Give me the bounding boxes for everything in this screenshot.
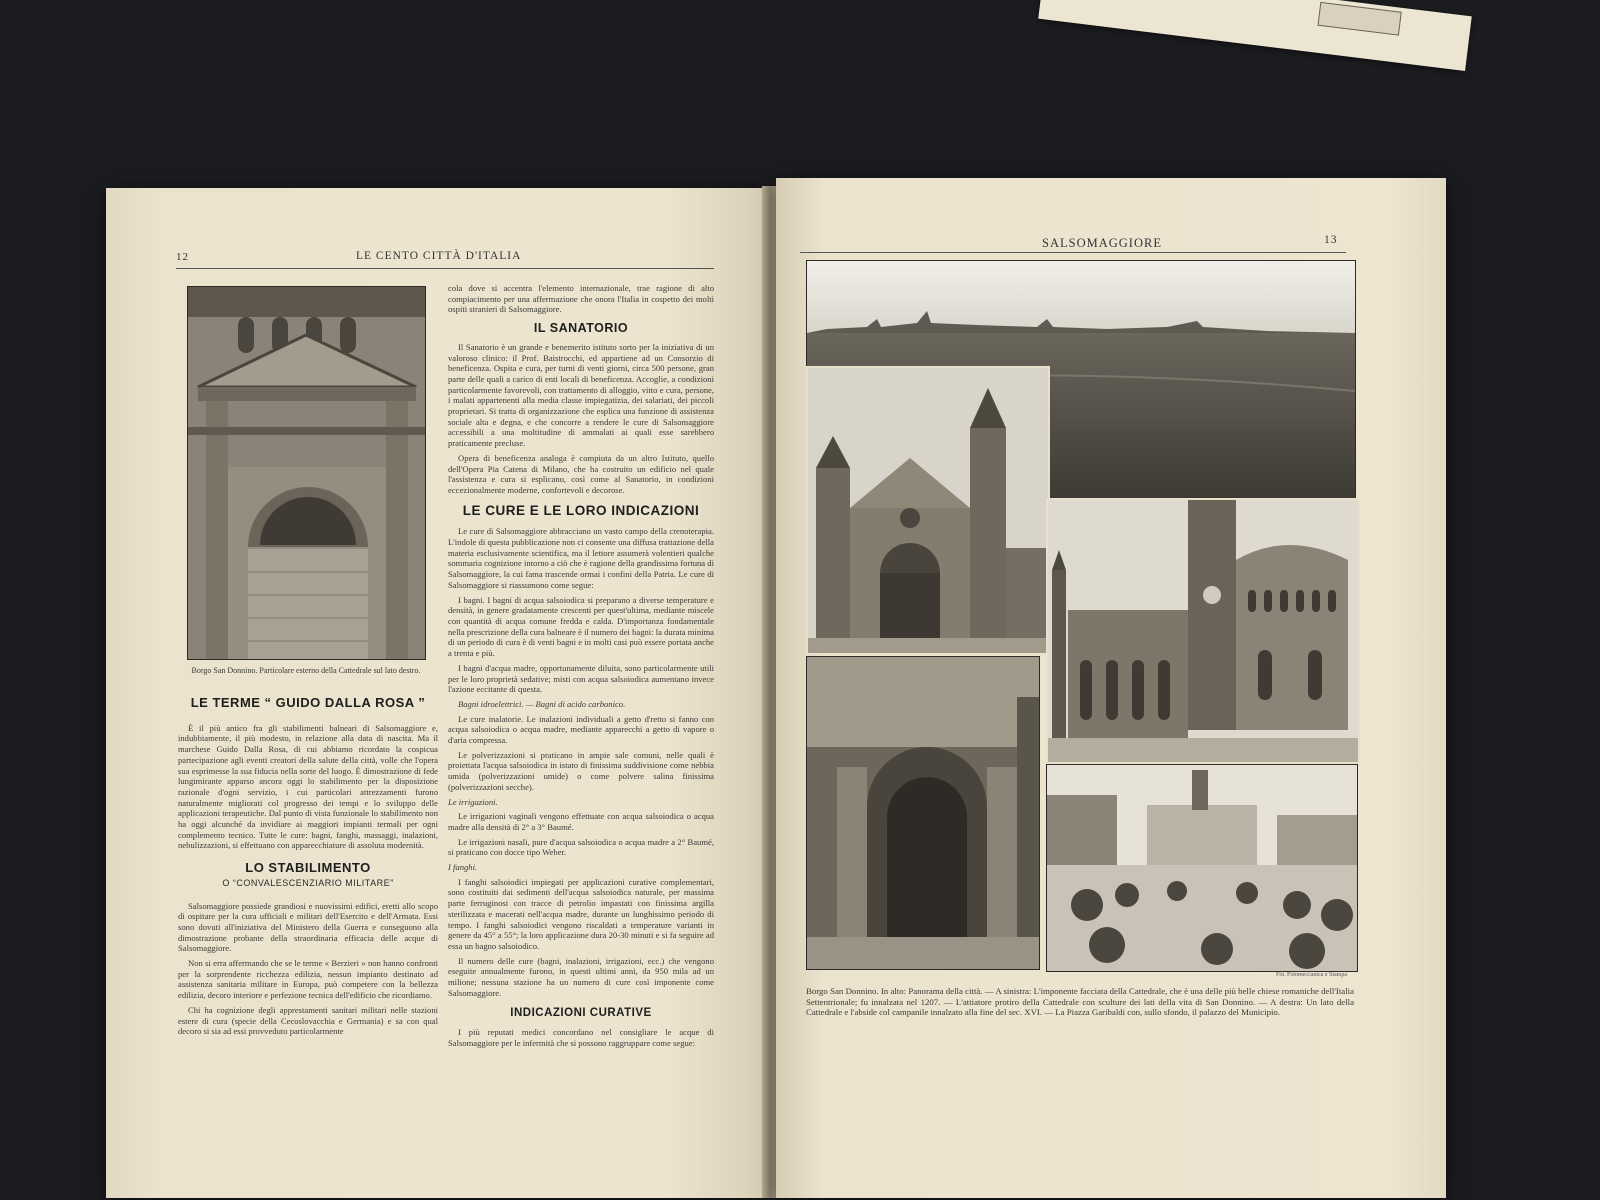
cathedral-detail-caption: Borgo San Donnino. Particolare esterno della Cattedrale sul lato destro.	[191, 666, 421, 675]
cure-paragraph: Le irrigazioni.	[448, 796, 498, 807]
cathedral-facade-photo	[806, 366, 1050, 655]
right-page-caption: Borgo San Donnino. In alto: Panorama della città. — A sinistra: L'imponente facciata della Cattedrale, che è una delle più belle chiese romaniche dell'Italia Settentrionale; fu innalzata nel 1207. — L'attiatore protiro della Cattedrale con sculture dei lati della vita di San Donnino. — A destra: Un lato della Cattedrale e l'abside col campanile innalzato alla fine del sec. XVI. — La Piazza Garibaldi con, sullo sfondo, il palazzo del Municipio.	[806, 986, 1354, 1017]
sanatorio-heading: IL SANATORIO	[533, 321, 629, 336]
cure-paragraph: Le cure di Salsomaggiore abbracciano un vasto campo della crenoterapia. L'indole di questa pubblicazione non ci consente una diffusa trattazione della materia esclusivamente scientifica, ma il lettore assumerà volentieri qualche sommaria cognizione intorno a ciò che è ragione della grandissima fortuna di Salsomaggiore, la cui fama trascende ormai i confini della Patria. Le cure di Salsomaggiore si riassumono come segue:	[448, 526, 714, 590]
cure-paragraph: Bagni idroelettrici. — Bagni di acido carbonico.	[458, 698, 626, 709]
stabilimento-heading: LO STABILIMENTO	[245, 860, 371, 876]
piazza-photo	[1046, 764, 1358, 972]
cure-paragraph: Le polverizzazioni si praticano in ampie sale comuni, nelle quali è proiettata l'acqua salsoiodica in istato di finissima suddivisione come nebbia umida (polverizzazioni umide) o come polvere salina finissima (polverizzazioni secche).	[448, 749, 714, 792]
left-page	[106, 188, 766, 1198]
cure-paragraph: Il numero delle cure (bagni, inalazioni, irrigazioni, ecc.) che vengono eseguite annualmente furono, in questi ultimi anni, da 950 mila ad un milione; nessuna stazione ha un numero di cure così imponente come Salsomaggiore.	[448, 955, 714, 998]
cure-heading: LE CURE E LE LORO INDICAZIONI	[462, 502, 700, 518]
cure-paragraph: I fanghi.	[448, 862, 478, 873]
terme-paragraph: È il più antico fra gli stabilimenti balneari di Salsomaggiore e, indubbiamente, il più modesto, in relazione alla data di nascita. Ma il marchese Guido Dalla Rosa, di cui abbiamo ricordato la cospicua partecipazione agli eventi creatori della salute della città, volle che l'opera sua esprimesse la sua fiducia nella sorte del luogo. È dimostrazione di fede lungimirante apparso ancora oggi lo stabilimento per la disposizione razionale d'ogni servizio, i cui particolari attrezzamenti furono naturalmente migliorati col progresso dei tempi e lo sviluppo delle applicazioni terapeutiche. Dal punto di vista funzionale lo stabilimento non ha oggi alcunché da invidiare ai maggiori impianti termali per ogni complemento tecnico. Tutte le cure: bagni, fanghi, massaggi, inalazioni, nebulizzazioni, si effettuano con apparecchiature di assoluta modernità.	[178, 722, 438, 851]
cure-paragraph: Le irrigazioni vaginali vengono effettuate con acqua salsoiodica o acqua madre alla densità di 2° a 3° Baumé.	[448, 811, 714, 832]
indicazioni-paragraph: I più reputati medici concordano nel consigliare le acque di Salsomaggiore per le infermità che si possono raggruppare come segue:	[448, 1027, 714, 1048]
cathedral-side-photo	[1046, 498, 1360, 764]
right-column	[448, 283, 714, 1053]
stabilimento-paragraph: Salsomaggiore possiede grandiosi e nuovissimi edifici, eretti allo scopo di ospitare per la cura ufficiali e militari dell'Esercito e dell'Armata. Essi sono dovuti all'iniziativa del Ministero della Guerra e conseguono alla dimostrazione probante della straordinaria efficacia delle acque di Salsomaggiore.	[178, 900, 438, 954]
right-running-head: SALSOMAGGIORE	[1042, 236, 1162, 250]
left-page-number: 12	[176, 251, 189, 263]
right-page	[776, 178, 1446, 1198]
cure-paragraph: I fanghi salsoiodici impiegati per applicazioni curative complementari, sono costituiti dai sedimenti dell'acqua salsoiodica naturale, per massima parte ferruginosi con tracce di petrolio impastati con finissima argilla sterilizzata e macerati nell'acqua madre, durante un lunghissimo periodo di tempo. I fanghi salsoiodici vengono riscaldati a temperature varianti in genere da 45° a 55°; la loro applicazione dura 20-30 minuti e si fa seguire ad essa un bagno salsoiodico.	[448, 876, 714, 951]
background-document	[1038, 0, 1471, 71]
background-document-frame	[1317, 2, 1401, 36]
left-head-rule	[176, 268, 714, 269]
right-head-rule	[800, 252, 1346, 253]
right-page-number: 13	[1324, 234, 1338, 246]
cure-paragraph: Le cure inalatorie. Le inalazioni individuali a getto d'retto si fanno con acqua salsoiodica o acqua madre, mediante apparecchi a getto di vapore o d'aria compressa.	[448, 713, 714, 746]
indicazioni-heading: INDICAZIONI CURATIVE	[510, 1007, 652, 1020]
sanatorio-paragraph: Il Sanatorio è un grande e benemerito istituto sorto per la iniziativa di un valoroso clinico: il Prof. Baistrocchi, ed appartiene ad un Consorzio di beneficenza. Ospita e cura, per turni di venti giorni, circa 500 persone, gran parte delle quali a carico di enti locali di beneficenza. Accoglie, a condizioni particolarmente favorevoli, con trattamento di alloggio, vitto e cura, persone, i malati appartenenti alla media classe impiegatizia, dei salariati, dei piccoli proprietari. Si tratta di organizzazione che esplica una funzione di assistenza sociale alta e degna, e che concorre a rendere le cure di Salsomaggiore accessibili a una moltitudine di ammalati ai quali esse sarebbero praticamente precluse.	[448, 341, 714, 449]
stabilimento-paragraph: Non si erra affermando che se le terme « Berzieri » non hanno confronti per la sorprendente ricchezza edilizia, nessun impianto destinato ad assistenza sanitaria militare in Europa, può competere con la bellezza edilizia, decoro interiore e perfezione tecnica dell'edificio che ricordiamo.	[178, 958, 438, 1001]
intro-paragraph: cola dove si accentra l'elemento internazionale, trae ragione di alto compiacimento per una affermazione che onora l'Italia in cospetto dei molti ospiti stranieri di Salsomaggiore.	[448, 283, 714, 315]
cure-paragraph: I bagni d'acqua madre, opportunamente diluita, sono particolarmente utili per le loro proprietà sedative; misti con acqua salsoiodica aumentano invece l'azione eccitante di questa.	[448, 662, 714, 695]
stabilimento-paragraph: Chi ha cognizione degli apprestamenti sanitari militari nelle stazioni estere di cura (specie della Cecoslovacchia e Germania) e sa con qual decoro si sia ad essi provveduto particolarmente	[178, 1004, 438, 1037]
sanatorio-paragraph: Opera di beneficenza analoga è compiuta da un altro Istituto, quello dell'Opera Pia Catena di Milano, che ha costruito un edificio nel quale l'assistenza e cura si esplicano, così come al Sanatorio, in condizioni eccezionalmente moderne, confortevoli e decorose.	[448, 452, 714, 495]
terme-heading: LE TERME “ GUIDO DALLA ROSA ”	[190, 695, 426, 710]
left-column-lower	[178, 695, 438, 1041]
cathedral-detail-photo	[187, 286, 426, 660]
cure-paragraph: Le irrigazioni nasali, pure d'acqua salsoiodica o acqua madre a 2° Baumé, si praticano con docce tipo Weber.	[448, 836, 714, 858]
cure-paragraph: I bagni. I bagni di acqua salsoiodica si preparano a diverse temperature e densità, in genere gradatamente crescenti per quest'ultima, mediante miscele con quantità di acqua comune fredda e calda. D'importanza fondamentale nella prescrizione della cura balneare è il numero dei bagni: la durata minima di un periodo di cura è di venti bagni e in molti casi può essere portata anche a trenta e più.	[448, 594, 714, 659]
cathedral-porch-photo	[806, 656, 1040, 970]
stabilimento-subheading: O “CONVALESCENZIARIO MILITARE”	[222, 877, 394, 888]
photo-credit: Fot. Fotomeccanica e Stampa	[1276, 972, 1347, 978]
left-running-head: LE CENTO CITTÀ D'ITALIA	[356, 250, 522, 262]
